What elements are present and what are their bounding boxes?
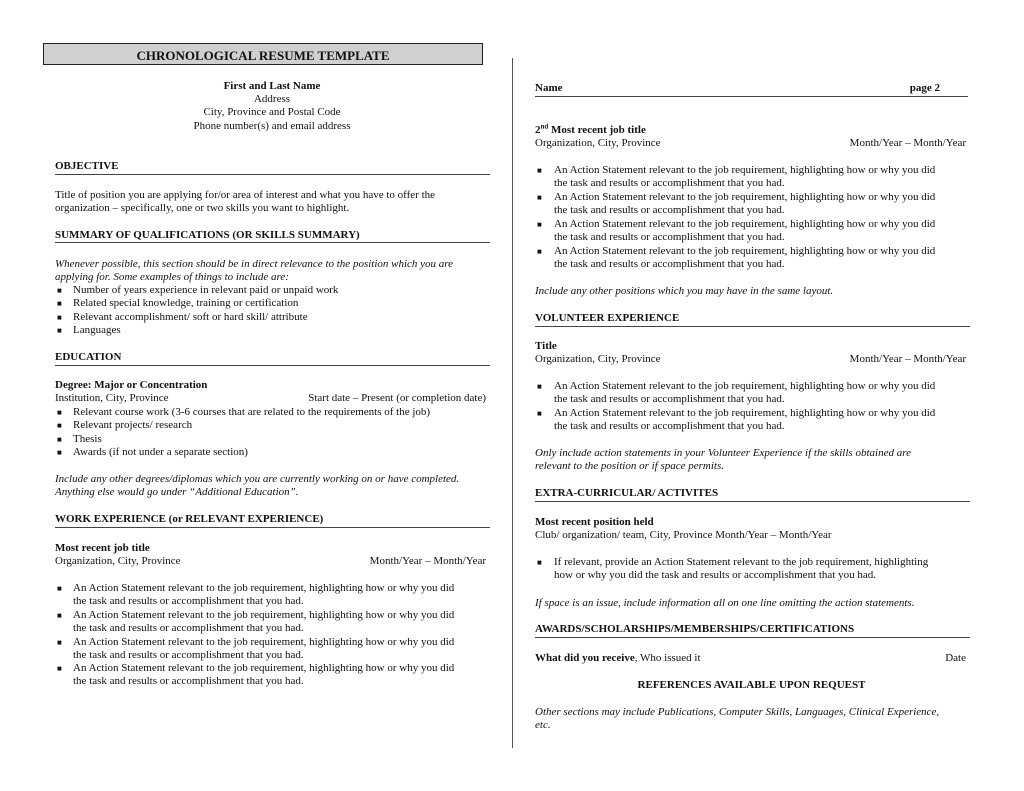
objective-line: Title of position you are applying for/or area of interest and what you have to offer the [55,189,436,201]
bullet-icon: ■ [537,558,542,567]
other-sections-note: etc. [535,719,551,731]
volunteer-heading: VOLUNTEER EXPERIENCE [535,312,680,324]
references-note: REFERENCES AVAILABLE UPON REQUEST [637,679,866,691]
education-heading: EDUCATION [55,351,122,363]
education-degree: Degree: Major or Concentration [55,379,208,391]
contact-name: First and Last Name [223,80,321,92]
second-job-bullet: An Action Statement relevant to the job requirement, highlighting how or why you did [554,218,936,230]
summary-bullet: Languages [73,324,121,336]
work-bullet-cont: the task and results or accomplishment that you had. [73,622,304,634]
bullet-icon: ■ [537,193,542,202]
page-divider [512,58,513,748]
extra-heading: EXTRA-CURRICULAR/ ACTIVITES [535,487,719,499]
volunteer-rule [535,326,970,327]
awards-heading: AWARDS/SCHOLARSHIPS/MEMBERSHIPS/CERTIFICATIONS [535,623,855,635]
work-bullet-cont: the task and results or accomplishment that you had. [73,595,304,607]
extra-bullet-cont: how or why you did the task and results or accomplishment that you had. [554,569,876,581]
second-job-bullet-cont: the task and results or accomplishment that you had. [554,204,785,216]
second-job-dates: Month/Year – Month/Year [849,137,966,149]
objective-rule [55,174,490,175]
other-sections-note: Other sections may include Publications, Computer Skills, Languages, Clinical Experience, [535,706,940,718]
awards-rule [535,637,970,638]
summary-rule [55,242,490,243]
bullet-icon: ■ [537,166,542,175]
volunteer-bullet-cont: the task and results or accomplishment that you had. [554,420,785,432]
bullet-icon: ■ [537,409,542,418]
bullet-icon: ■ [57,584,62,593]
volunteer-note: Only include action statements in your Volunteer Experience if the skills obtained are [535,447,911,459]
second-job-bullet-cont: the task and results or accomplishment that you had. [554,258,785,270]
volunteer-note: relevant to the position or if space permits. [535,460,725,472]
bullet-icon: ■ [57,435,62,444]
second-job-bullet-cont: the task and results or accomplishment that you had. [554,177,785,189]
summary-intro: applying for. Some examples of things to include are: [55,271,289,283]
bullet-icon: ■ [57,408,62,417]
education-bullet: Relevant projects/ research [73,419,193,431]
header-rule [535,96,968,97]
second-job-bullet: An Action Statement relevant to the job requirement, highlighting how or why you did [554,245,936,257]
extra-org-line: Club/ organization/ team, City, Province Month/Year – Month/Year [535,529,832,541]
second-job-title: 2nd Most recent job title [535,122,646,136]
document-title: CHRONOLOGICAL RESUME TEMPLATE [136,48,390,63]
work-org: Organization, City, Province [55,555,181,567]
work-heading: WORK EXPERIENCE (or RELEVANT EXPERIENCE) [55,513,324,525]
summary-heading: SUMMARY OF QUALIFICATIONS (OR SKILLS SUMMARY) [55,229,360,241]
second-job-note: Include any other positions which you may have in the same layout. [535,285,834,297]
work-rule [55,527,490,528]
work-job-title: Most recent job title [55,542,150,554]
bullet-icon: ■ [57,638,62,647]
extra-rule [535,501,970,502]
bullet-icon: ■ [57,286,62,295]
work-bullet-cont: the task and results or accomplishment that you had. [73,649,304,661]
contact-phone: Phone number(s) and email address [193,120,351,132]
second-job-bullet: An Action Statement relevant to the job requirement, highlighting how or why you did [554,191,936,203]
summary-bullet: Number of years experience in relevant paid or unpaid work [73,284,339,296]
summary-intro: Whenever possible, this section should be in direct relevance to the position which you are [55,258,454,270]
bullet-icon: ■ [57,448,62,457]
education-institution: Institution, City, Province [55,392,169,404]
bullet-icon: ■ [57,326,62,335]
bullet-icon: ■ [537,247,542,256]
second-job-bullet: An Action Statement relevant to the job requirement, highlighting how or why you did [554,164,936,176]
work-bullet: An Action Statement relevant to the job requirement, highlighting how or why you did [73,582,455,594]
education-note: Anything else would go under “Additional Education”. [55,486,299,498]
header-page: page 2 [909,82,940,94]
bullet-icon: ■ [57,664,62,673]
volunteer-title: Title [535,340,557,352]
bullet-icon: ■ [57,421,62,430]
education-bullet: Relevant course work (3-6 courses that are related to the requirements of the job) [73,406,431,418]
second-job-org: Organization, City, Province [535,137,661,149]
bullet-icon: ■ [57,611,62,620]
summary-bullet: Relevant accomplishment/ soft or hard skill/ attribute [73,311,308,323]
work-bullet: An Action Statement relevant to the job requirement, highlighting how or why you did [73,609,455,621]
extra-position: Most recent position held [535,516,654,528]
objective-line: organization – specifically, one or two skills you want to highlight. [55,202,350,214]
work-bullet-cont: the task and results or accomplishment that you had. [73,675,304,687]
header-name: Name [535,82,563,94]
summary-bullet: Related special knowledge, training or certification [73,297,299,309]
education-rule [55,365,490,366]
extra-note: If space is an issue, include information all on one line omitting the action statements. [535,597,915,609]
bullet-icon: ■ [537,220,542,229]
awards-received: What did you receive, Who issued it [535,652,701,664]
work-dates: Month/Year – Month/Year [369,555,486,567]
education-bullet: Thesis [73,433,102,445]
contact-address: Address [253,93,291,105]
extra-bullet: If relevant, provide an Action Statement relevant to the job requirement, highlighting [554,556,929,568]
bullet-icon: ■ [537,382,542,391]
work-bullet: An Action Statement relevant to the job requirement, highlighting how or why you did [73,636,455,648]
second-job-bullet-cont: the task and results or accomplishment that you had. [554,231,785,243]
volunteer-bullet: An Action Statement relevant to the job requirement, highlighting how or why you did [554,407,936,419]
contact-city: City, Province and Postal Code [203,106,341,118]
bullet-icon: ■ [57,299,62,308]
awards-date: Date [945,652,966,664]
objective-heading: OBJECTIVE [55,160,119,172]
bullet-icon: ■ [57,313,62,322]
work-bullet: An Action Statement relevant to the job requirement, highlighting how or why you did [73,662,455,674]
education-bullet: Awards (if not under a separate section) [73,446,248,458]
volunteer-bullet: An Action Statement relevant to the job requirement, highlighting how or why you did [554,380,936,392]
volunteer-dates: Month/Year – Month/Year [849,353,966,365]
education-dates: Start date – Present (or completion date) [308,392,486,404]
education-note: Include any other degrees/diplomas which you are currently working on or have completed. [55,473,460,485]
volunteer-org: Organization, City, Province [535,353,661,365]
volunteer-bullet-cont: the task and results or accomplishment that you had. [554,393,785,405]
